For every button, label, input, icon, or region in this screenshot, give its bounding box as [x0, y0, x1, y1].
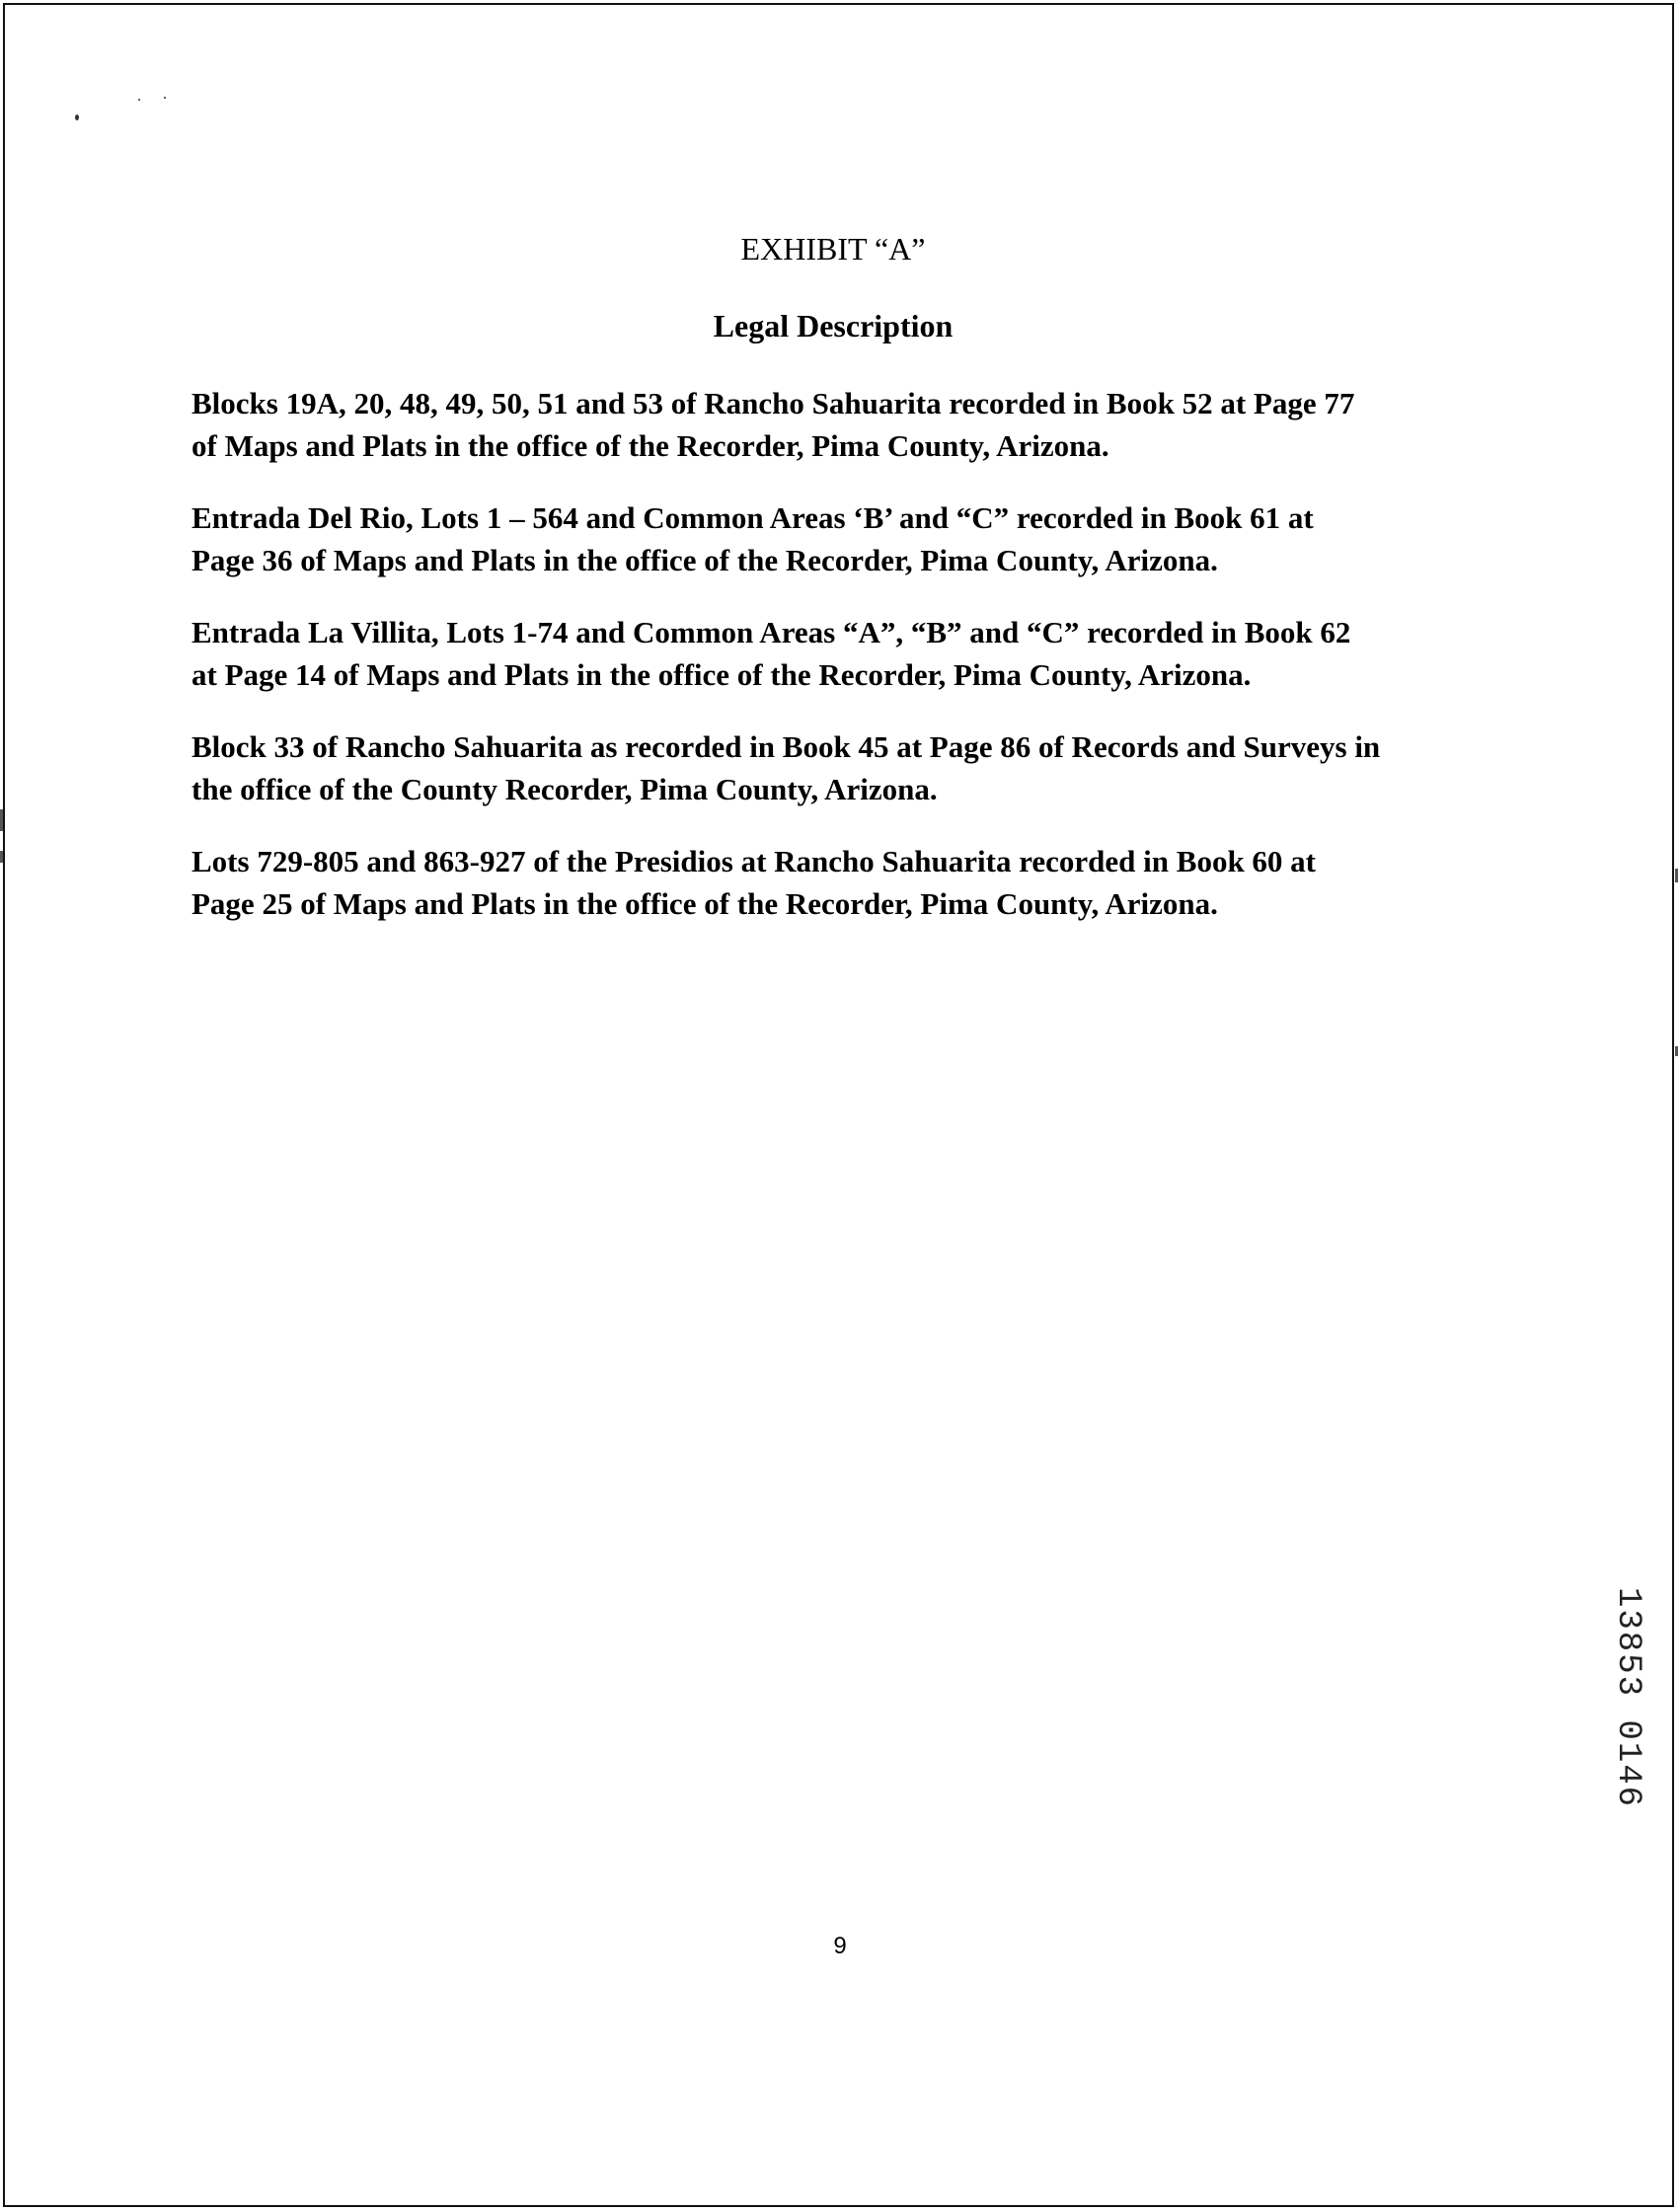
scan-edge-mark	[1675, 869, 1678, 882]
exhibit-title: EXHIBIT “A”	[740, 231, 926, 267]
legal-description-paragraph: Entrada Del Rio, Lots 1 – 564 and Common Areas ‘B’ and “C” recorded in Book 61 at Page 36 of Maps and Plats in the office of the Recorder, Pima County, Arizona.	[191, 500, 1314, 577]
scan-edge-mark	[0, 851, 3, 863]
scan-speck	[164, 97, 166, 99]
section-title: Legal Description	[713, 308, 954, 343]
page-number: 9	[833, 1933, 847, 1959]
scan-edge-mark	[1675, 1046, 1678, 1056]
scan-speck	[138, 99, 140, 101]
recording-stamp	[1599, 1587, 1658, 1854]
scan-edge-mark	[0, 809, 3, 831]
legal-description-paragraph: Blocks 19A, 20, 48, 49, 50, 51 and 53 of Rancho Sahuarita recorded in Book 52 at Page 77 of Maps and Plats in the office of the Recorder, Pima County, Arizona.	[191, 386, 1355, 463]
legal-description-paragraph: Entrada La Villita, Lots 1-74 and Common Areas “A”, “B” and “C” recorded in Book 62 at Page 14 of Maps and Plats in the office of the Recorder, Pima County, Arizona.	[191, 615, 1351, 692]
scan-speck	[75, 114, 79, 120]
legal-description-paragraph: Block 33 of Rancho Sahuarita as recorded in Book 45 at Page 86 of Records and Surveys in the office of the County Recorder, Pima County, Arizona.	[191, 729, 1381, 806]
legal-description-paragraph: Lots 729-805 and 863-927 of the Presidios at Rancho Sahuarita recorded in Book 60 at Page 25 of Maps and Plats in the office of the Recorder, Pima County, Arizona.	[191, 844, 1317, 921]
recording-stamp-text: 13853 0146	[1609, 1587, 1646, 1809]
